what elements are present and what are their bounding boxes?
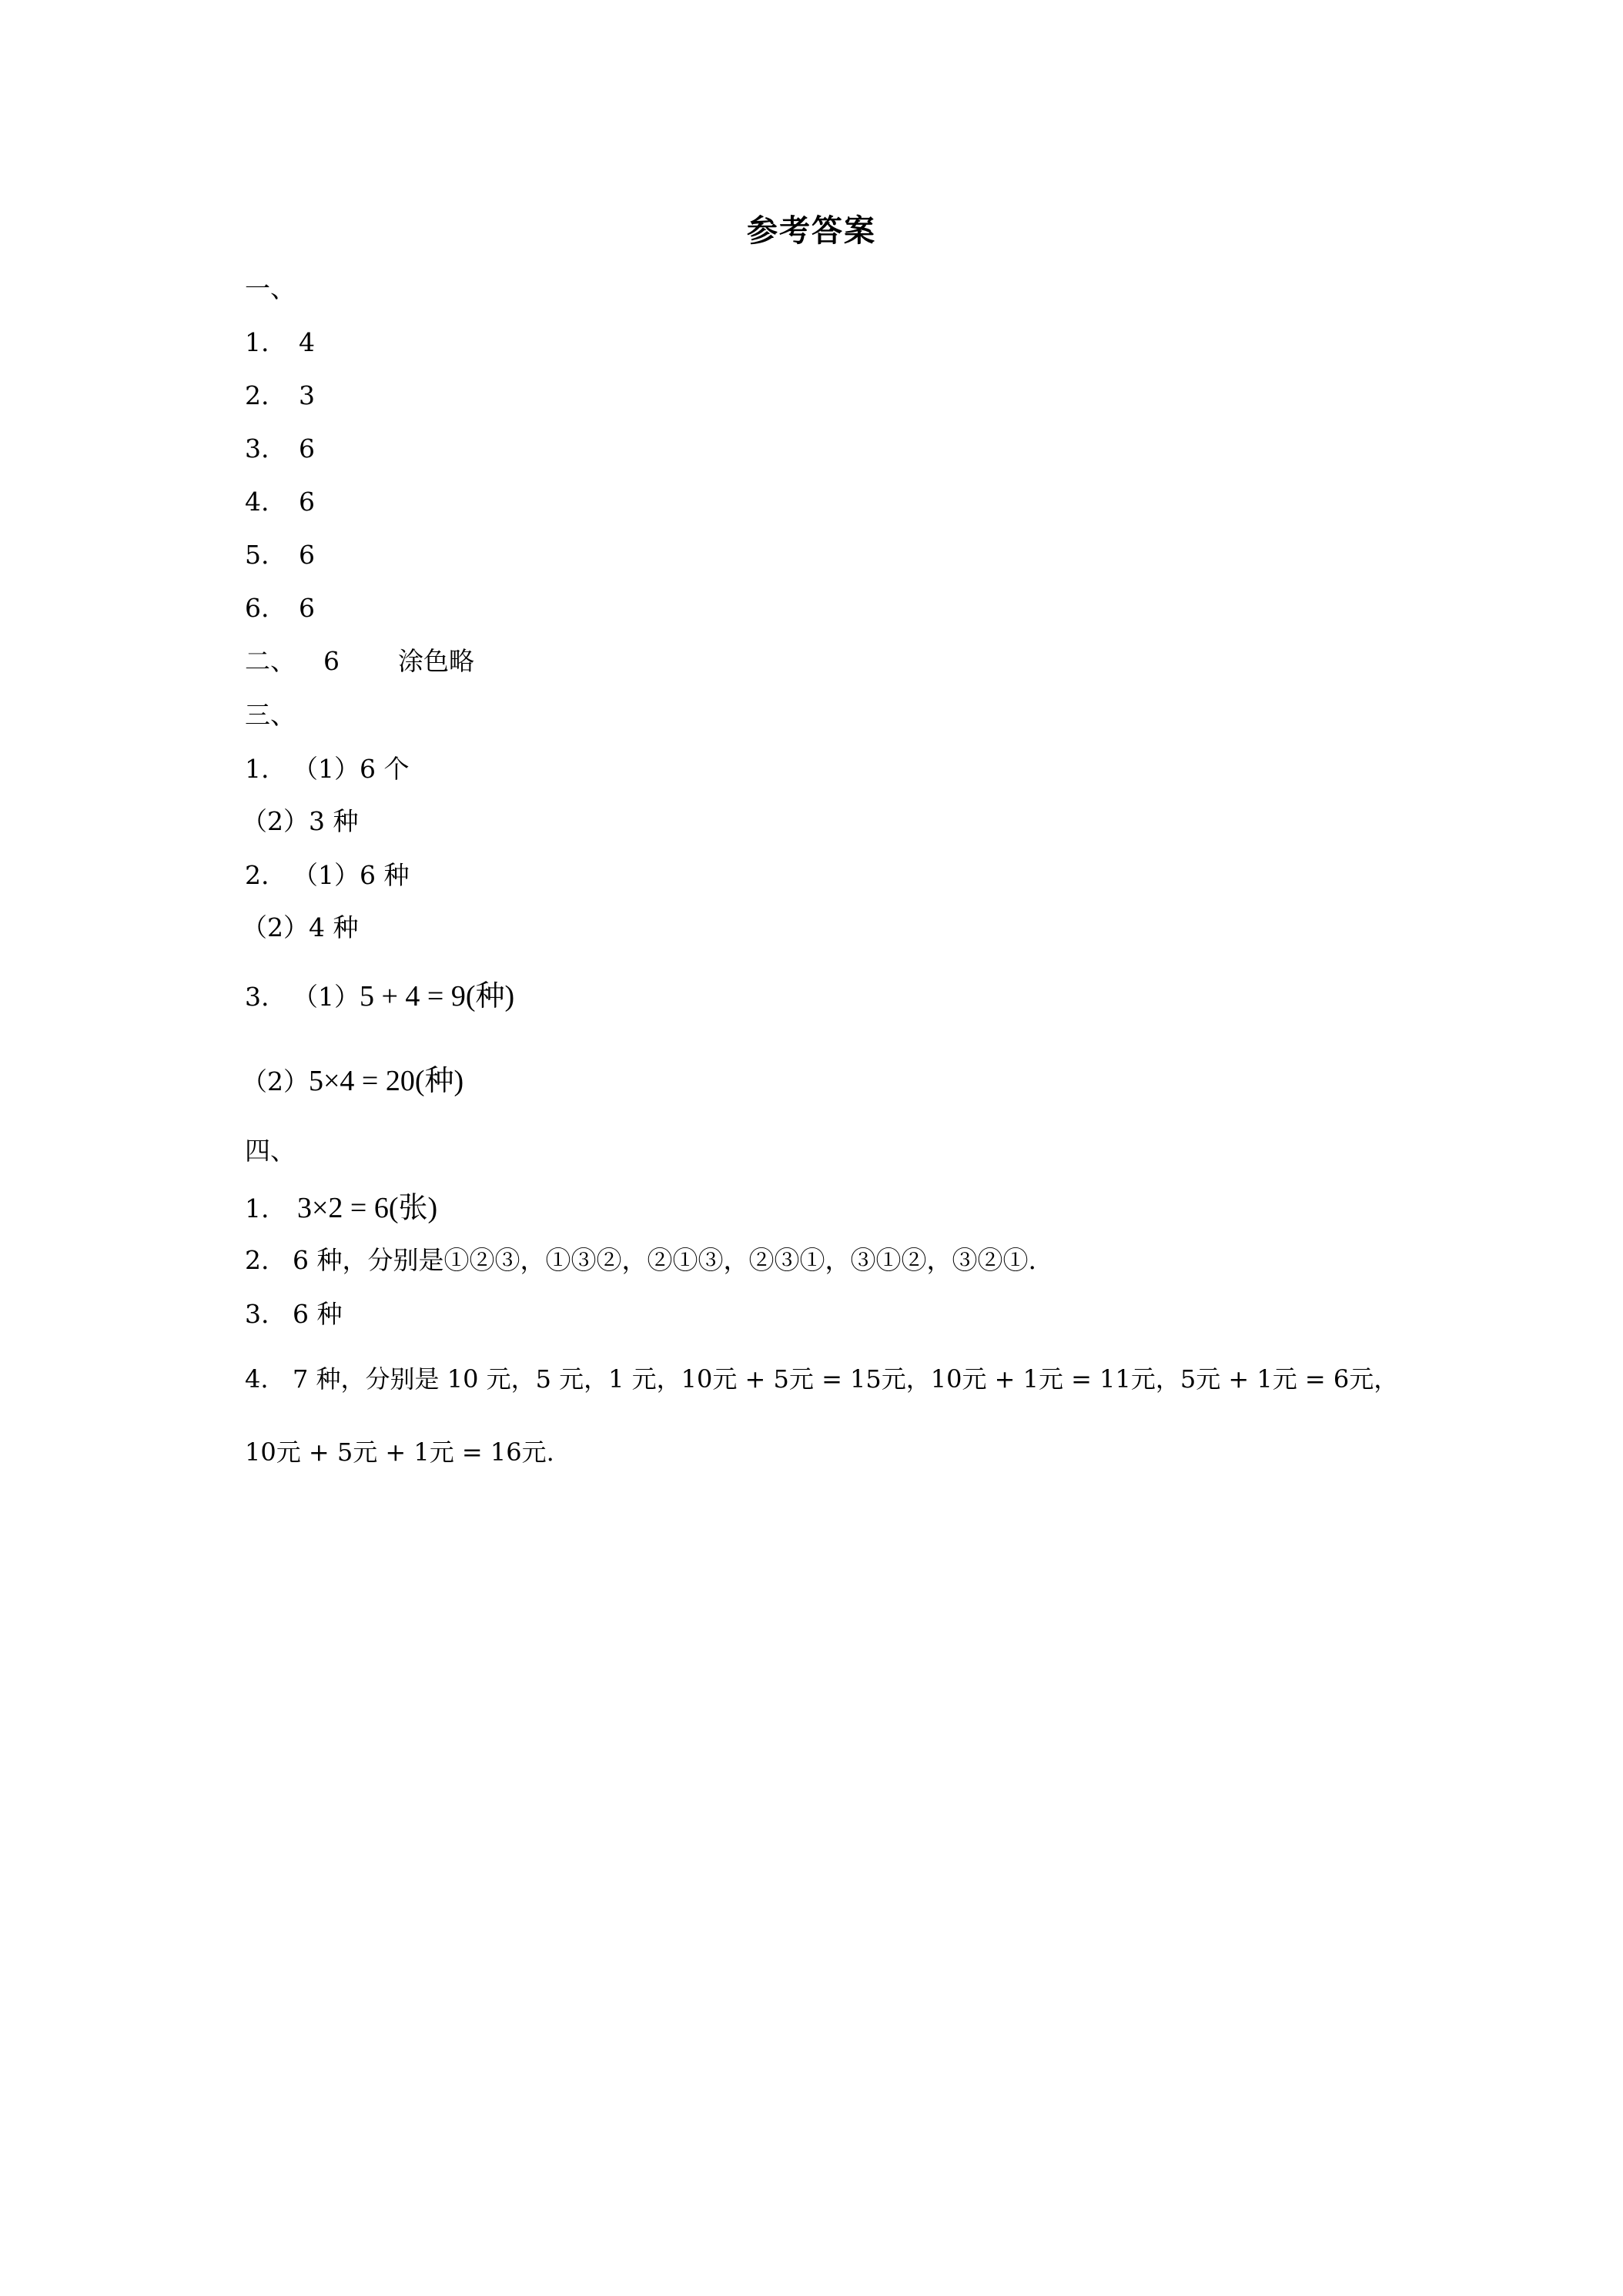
answer-item [245,487,315,517]
item-number: 6. [245,593,269,623]
answer-item [245,1193,437,1223]
item-answer: 3 [299,380,315,410]
math-expression: 5 + 4 = 9(种) [360,980,515,1012]
answer-subitem: （2）4 种 [242,912,359,942]
item-number: 3. [245,1299,269,1329]
math-expression: 5×4 = 20(种) [309,1065,464,1097]
answer-item [245,862,409,888]
answer-item [245,1301,343,1327]
answer-item [245,433,315,464]
answer-item [245,756,409,782]
page-title: 参考答案 [747,213,876,249]
answer-continuation: 10元 + 5元 + 1元 = 16元. [245,1438,554,1467]
section-2-answer: 6 [323,646,340,676]
section-1-heading: 一、 [245,273,296,303]
item-number: 1. [245,1193,269,1223]
answer-item [245,595,315,621]
item-number: 4. [245,487,269,517]
item-number: 4. [245,1364,269,1394]
answer-subitem: （2）3 种 [242,806,359,836]
item-answer: 6 [299,593,315,623]
answer-item [245,982,514,1011]
item-answer: 6 种，分别是①②③，①③②，②①③，②③①，③①②，③②①. [293,1245,1036,1275]
item-answer: 6 [299,487,315,517]
item-answer: 7 种，分别是 10 元，5 元，1 元，10元 + 5元 = 15元，10元 + 1元 = 11元，5元 + 1元 = 6元， [293,1364,1399,1394]
item-number: 2. [245,380,269,410]
answer-item [245,380,315,410]
section-4-heading: 四、 [245,1136,296,1166]
item-answer-label: （2） [242,1066,309,1096]
item-answer: 6 [299,433,315,464]
item-answer: （1）6 种 [293,860,410,890]
answer-item [245,1364,1399,1394]
item-number: 2. [245,860,269,890]
answer-item [245,540,315,570]
item-answer: （1）6 个 [293,754,410,784]
item-number: 1. [245,327,269,357]
item-answer: 6 [299,540,315,570]
section-2-heading: 二、 [245,646,296,676]
item-answer: 6 种 [293,1299,343,1329]
item-number: 3. [245,433,269,464]
item-answer-label: （1） [293,982,360,1012]
item-number: 3. [245,982,269,1012]
item-number: 2. [245,1245,269,1275]
answer-subitem [242,1066,463,1096]
section-3-heading: 三、 [245,700,296,730]
answer-item [245,327,315,357]
math-expression: 3×2 = 6(张) [297,1192,438,1224]
item-answer: 4 [299,327,315,357]
section-2-note: 涂色略 [398,646,474,676]
item-number: 1. [245,754,269,784]
item-number: 5. [245,540,269,570]
section-2-line [245,648,474,674]
answer-item [245,1247,1036,1273]
